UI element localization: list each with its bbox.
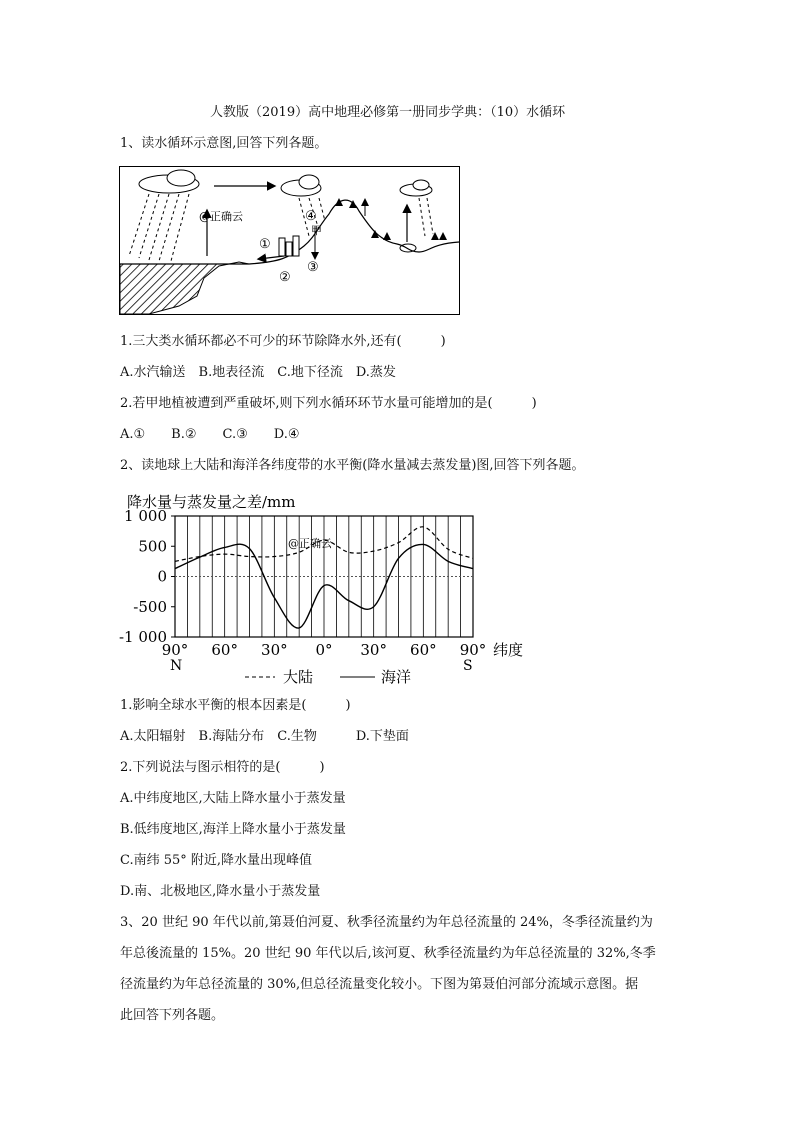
x-tick-label: 0° [315, 641, 333, 659]
chart-title: 降水量与蒸发量之差/mm [127, 493, 296, 511]
south-label: S [463, 658, 473, 674]
label-jia: 甲 [311, 224, 322, 237]
trees [335, 198, 447, 240]
lake [400, 244, 416, 252]
q2-sub2-optB: B.低纬度地区,海洋上降水量小于蒸发量 [120, 822, 346, 837]
y-tick-label: -1 000 [118, 628, 167, 646]
q1-sub2-options: A.① B.② C.③ D.④ [120, 427, 300, 442]
label-4: ④ [305, 209, 317, 224]
y-tick-label: 1 000 [124, 507, 167, 525]
water-balance-chart [115, 485, 535, 690]
legend-continent-label: 大陆 [283, 668, 314, 686]
page-title: 人教版（2019）高中地理必修第一册同步学典：（10）水循环 [210, 105, 566, 120]
q2-sub1-options: A.太阳辐射 B.海陆分布 C.生物 D.下垫面 [120, 729, 409, 744]
chart-watermark: @正确云 [288, 537, 332, 550]
legend-ocean-label: 海洋 [381, 668, 412, 686]
x-tick-label: 60° [211, 641, 238, 659]
ocean-area [120, 262, 249, 314]
q2-sub1-stem: 1.影响全球水平衡的根本因素是( ) [120, 698, 351, 713]
q2-sub2-optA: A.中纬度地区,大陆上降水量小于蒸发量 [120, 791, 346, 806]
q2-sub2-optD: D.南、北极地区,降水量小于蒸发量 [120, 884, 321, 899]
q2-sub2-optC: C.南纬 55° 附近,降水量出现峰值 [120, 853, 313, 868]
q1-intro: 1、读水循环示意图,回答下列各题。 [120, 136, 328, 151]
buildings [279, 236, 299, 256]
q1-sub1-stem: 1.三大类水循环都必不可少的环节除降水外,还有( ) [120, 334, 446, 349]
label-1: ① [259, 237, 271, 252]
x-axis-label: 纬度 [493, 641, 524, 659]
x-tick-label: 30° [360, 641, 387, 659]
q1-sub1-options: A.水汽输送 B.地表径流 C.地下径流 D.蒸发 [120, 365, 396, 380]
x-tick-label: 90° [161, 641, 189, 659]
y-tick-label: 0 [157, 567, 167, 586]
y-tick-label: -500 [133, 597, 167, 616]
water-cycle-diagram [119, 166, 460, 315]
x-tick-label: 30° [261, 641, 288, 659]
north-label: N [170, 658, 183, 674]
q1-sub2-stem: 2.若甲地植被遭到严重破坏,则下列水循环环节水量可能增加的是( ) [120, 396, 537, 411]
y-tick-label: 500 [138, 537, 167, 556]
x-tick-label: 90° [459, 641, 487, 659]
q2-sub2-stem: 2.下列说法与图示相符的是( ) [120, 760, 325, 775]
q3-line4: 此回答下列各题。 [120, 1008, 225, 1023]
q2-intro: 2、读地球上大陆和海洋各纬度带的水平衡(降水量减去蒸发量)图,回答下列各题。 [120, 458, 585, 473]
x-tick-label: 60° [410, 641, 437, 659]
q3-line1: 3、20 世纪 90 年代以前,第聂伯河夏、秋季径流量约为年总径流量的 24%，冬季径流量约为 [120, 915, 653, 930]
q3-line3: 径流量约为年总径流量的 30%,但总径流量变化较小。下图为第聂伯河部分流域示意图。据 [120, 977, 639, 992]
q3-line2: 年总後流量的 15%。20 世纪 90 年代以后,该河夏、秋季径流量约为年总径流量的 32%,冬季 [120, 946, 656, 961]
label-2: ② [279, 270, 291, 285]
cloud-icon [139, 170, 432, 196]
label-3: ③ [307, 260, 319, 275]
diagram-watermark: @正确云 [199, 210, 243, 223]
